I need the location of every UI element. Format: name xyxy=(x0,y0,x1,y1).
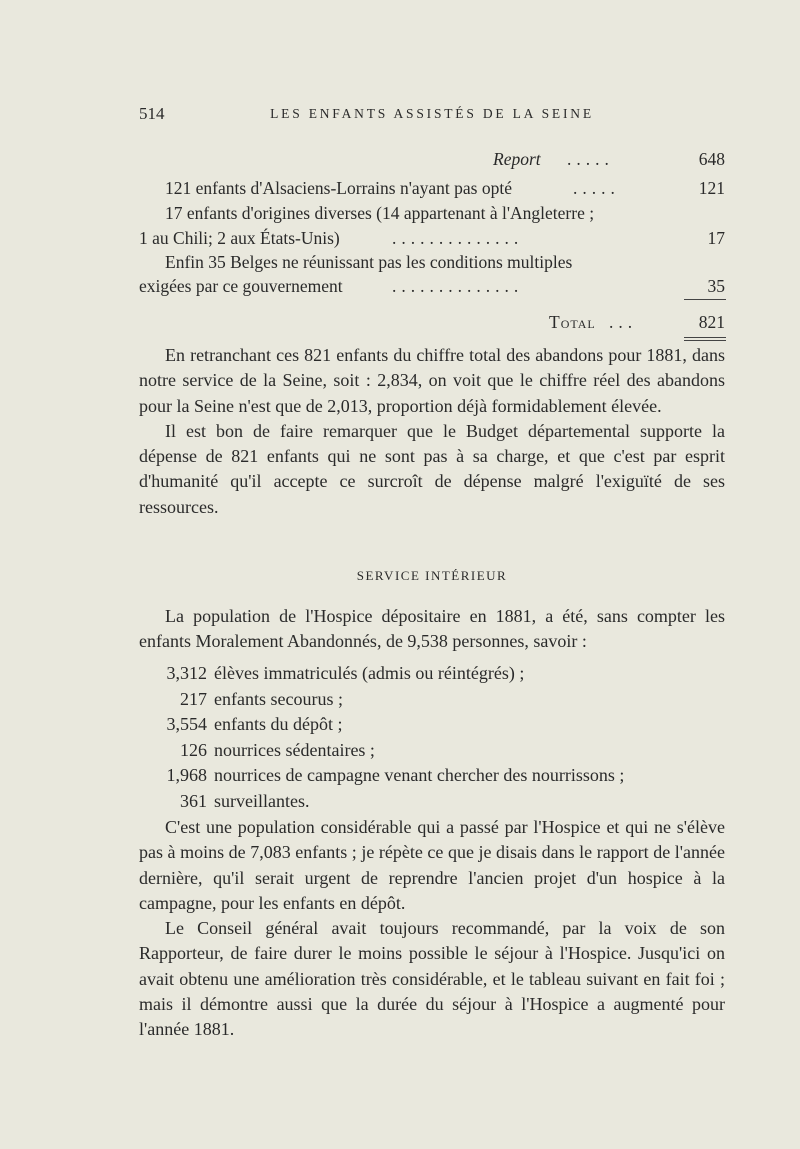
intro-block xyxy=(139,604,725,655)
text-block-top xyxy=(139,343,725,520)
item-label: enfants secourus ; xyxy=(214,688,343,709)
page-header xyxy=(139,104,725,132)
row-text: 17 enfants d'origines diverses (14 appartenant à l'Angleterre ; xyxy=(165,203,595,223)
table-row xyxy=(139,275,725,297)
dot-leader: ... xyxy=(609,312,638,332)
population-list xyxy=(139,661,725,814)
item-number: 126 xyxy=(180,739,207,760)
paragraph: En retranchant ces 821 enfants du chiffre total des abandons pour 1881, dans notre service de la Seine, soit : 2,834, on voit que le chiffre réel des abandons pour la Seine n'est que de 2,013, proportion déjà formidablement élevée. xyxy=(139,345,725,416)
item-number: 1,968 xyxy=(166,765,207,785)
report-label: Report xyxy=(493,149,541,169)
list-item xyxy=(139,738,725,764)
page-number: 514 xyxy=(139,104,165,123)
text-block-bottom xyxy=(139,815,725,1043)
dot-leader: .............. xyxy=(392,276,524,296)
row-value: 17 xyxy=(707,228,725,248)
list-item xyxy=(139,712,725,738)
list-item xyxy=(139,661,725,687)
sum-rule xyxy=(684,299,726,300)
item-number: 3,312 xyxy=(166,663,207,683)
dot-leader: ..... xyxy=(567,149,614,169)
row-text: 121 enfants d'Alsaciens-Lorrains n'ayant pas opté xyxy=(165,178,512,198)
paragraph: C'est une population considérable qui a passé par l'Hospice et qui ne s'élève pas à moins de 7,083 enfants ; je répète ce que je disais dans le rapport de l'année dernière, qu'il serait urgent de reprendre l'ancien projet d'un hospice à la campagne, pour les enfants en dépôt. xyxy=(139,817,725,913)
row-text: Enfin 35 Belges ne réunissant pas les conditions multiples xyxy=(165,252,573,272)
item-label: élèves immatriculés (admis ou réintégrés) ; xyxy=(214,663,525,683)
section-title: SERVICE INTÉRIEUR xyxy=(356,568,508,583)
paragraph: Il est bon de faire remarquer que le Budget départemental supporte la dépense de 821 enfants qui ne sont pas à sa charge, et que c'est par esprit d'humanité qu'il accepte ce surcroît de dépense malgré l'exiguïté de ses ressources. xyxy=(139,420,725,517)
table-row xyxy=(139,227,725,249)
table-row xyxy=(139,251,725,273)
double-rule-top xyxy=(684,337,726,338)
total-row xyxy=(139,311,725,333)
table-row xyxy=(139,177,725,199)
report-row xyxy=(139,148,725,170)
table-row xyxy=(139,202,725,224)
row-value: 35 xyxy=(707,276,725,296)
double-rule-bottom xyxy=(684,340,726,341)
dot-leader: .............. xyxy=(392,228,524,248)
row-text: exigées par ce gouvernement xyxy=(139,276,343,296)
dot-leader: ..... xyxy=(573,178,620,198)
paragraph: Le Conseil général avait toujours recommandé, par la voix de son Rapporteur, de faire durer le moins possible le séjour à l'Hospice. Jusqu'ici on avait obtenu une amélioration très considérable, et le tableau suivant en fait foi ; mais il démontre aussi que la durée du séjour à l'Hospice a augmenté pour l'année 1881. xyxy=(139,918,725,1040)
total-label: Total xyxy=(549,312,596,332)
row-value: 121 xyxy=(698,178,725,198)
item-number: 361 xyxy=(180,790,207,811)
running-title: LES ENFANTS ASSISTÉS DE LA SEINE xyxy=(270,106,594,121)
report-value: 648 xyxy=(698,149,725,169)
item-number: 217 xyxy=(180,688,207,709)
item-number: 3,554 xyxy=(166,714,207,734)
list-item xyxy=(139,687,725,713)
item-label: nourrices sédentaires ; xyxy=(214,739,375,760)
item-label: nourrices de campagne venant chercher des nourrissons ; xyxy=(214,765,625,785)
list-item xyxy=(139,763,725,789)
row-text: 1 au Chili; 2 aux États-Unis) xyxy=(139,228,340,248)
list-item xyxy=(139,789,725,815)
item-label: enfants du dépôt ; xyxy=(214,714,343,734)
total-value: 821 xyxy=(698,312,725,332)
paragraph: La population de l'Hospice dépositaire en 1881, a été, sans compter les enfants Moralement Abandonnés, de 9,538 personnes, savoir : xyxy=(139,606,725,652)
item-label: surveillantes. xyxy=(214,790,310,811)
